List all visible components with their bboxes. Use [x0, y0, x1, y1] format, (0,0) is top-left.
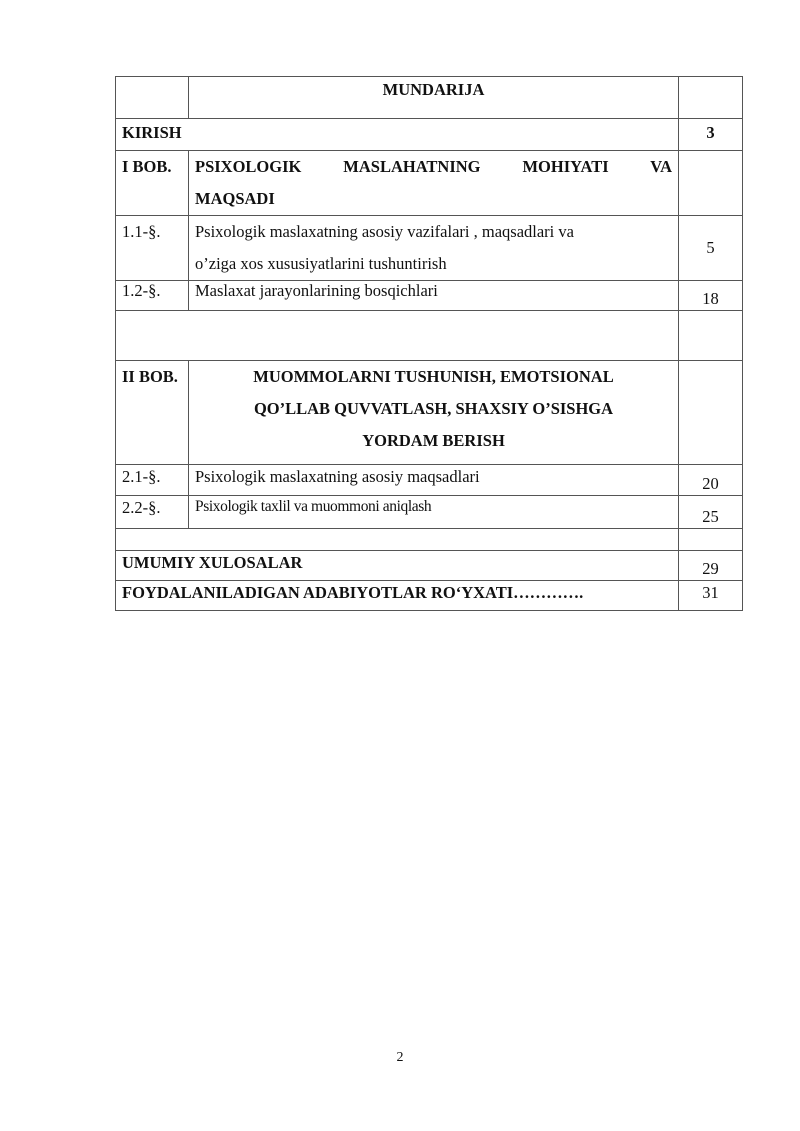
- empty-cell: [116, 311, 679, 361]
- section-page: 20: [679, 465, 743, 496]
- section-title: [189, 216, 679, 281]
- toc-row-chapter2: [116, 361, 743, 465]
- chapter2-title-line2: QO’LLAB QUVVATLASH, SHAXSIY O’SISHGA: [253, 399, 614, 418]
- section-number: 1.2-§.: [116, 281, 189, 311]
- toc-row-section: [116, 496, 743, 529]
- empty-cell: [116, 77, 189, 119]
- empty-cell: [679, 151, 743, 216]
- page-number: 2: [396, 1050, 404, 1065]
- toc-row-conclusion: [116, 551, 743, 581]
- chapter1-title-line2: MAQSADI: [195, 189, 275, 208]
- empty-cell: [679, 77, 743, 119]
- toc-title: MUNDARIJA: [189, 77, 679, 119]
- empty-cell: [116, 529, 679, 551]
- empty-cell: [679, 361, 743, 465]
- section-title: Psixologik taxlil va muommoni aniqlash: [189, 496, 679, 529]
- chapter2-title-line3: YORDAM BERISH: [362, 431, 505, 450]
- section-title: Maslaxat jarayonlarining bosqichlari: [189, 281, 679, 311]
- empty-cell: [679, 311, 743, 361]
- section-number: 1.1-§.: [116, 216, 189, 281]
- conclusion-label: UMUMIY XULOSALAR: [116, 551, 679, 581]
- intro-label: KIRISH: [116, 119, 679, 151]
- toc-row-chapter1: [116, 151, 743, 216]
- conclusion-page: 29: [679, 551, 743, 581]
- toc-row-references: [116, 581, 743, 611]
- toc-row-section: [116, 465, 743, 496]
- toc-spacer-row: [116, 311, 743, 361]
- section-page: 5: [679, 216, 743, 281]
- chapter1-label: I BOB.: [116, 151, 189, 216]
- section-number: 2.1-§.: [116, 465, 189, 496]
- chapter2-label: II BOB.: [116, 361, 189, 465]
- references-page: 31: [679, 581, 743, 611]
- toc-spacer-row: [116, 529, 743, 551]
- toc-header-row: [116, 77, 743, 119]
- toc-row-section: [116, 281, 743, 311]
- toc-row-section: [116, 216, 743, 281]
- section-title: Psixologik maslaxatning asosiy maqsadlari: [189, 465, 679, 496]
- chapter1-title-line1: PSIXOLOGIK MASLAHATNING MOHIYATI VA: [195, 157, 672, 176]
- section-number: 2.2-§.: [116, 496, 189, 529]
- empty-cell: [679, 529, 743, 551]
- section-page: 25: [679, 496, 743, 529]
- references-label: FOYDALANILADIGAN ADABIYOTLAR RO‘YXATI………….: [116, 581, 679, 611]
- section-title-line1: Psixologik maslaxatning asosiy vazifalari , maqsadlari va: [195, 222, 574, 241]
- chapter2-title: [189, 361, 679, 465]
- section-title-line2: o’ziga xos xususiyatlarini tushuntirish: [195, 254, 447, 273]
- chapter2-title-line1: MUOMMOLARNI TUSHUNISH, EMOTSIONAL: [253, 367, 614, 386]
- section-page: 18: [679, 281, 743, 311]
- chapter1-title: [189, 151, 679, 216]
- toc-row-intro: [116, 119, 743, 151]
- table-of-contents: [115, 76, 743, 611]
- intro-page: 3: [679, 119, 743, 151]
